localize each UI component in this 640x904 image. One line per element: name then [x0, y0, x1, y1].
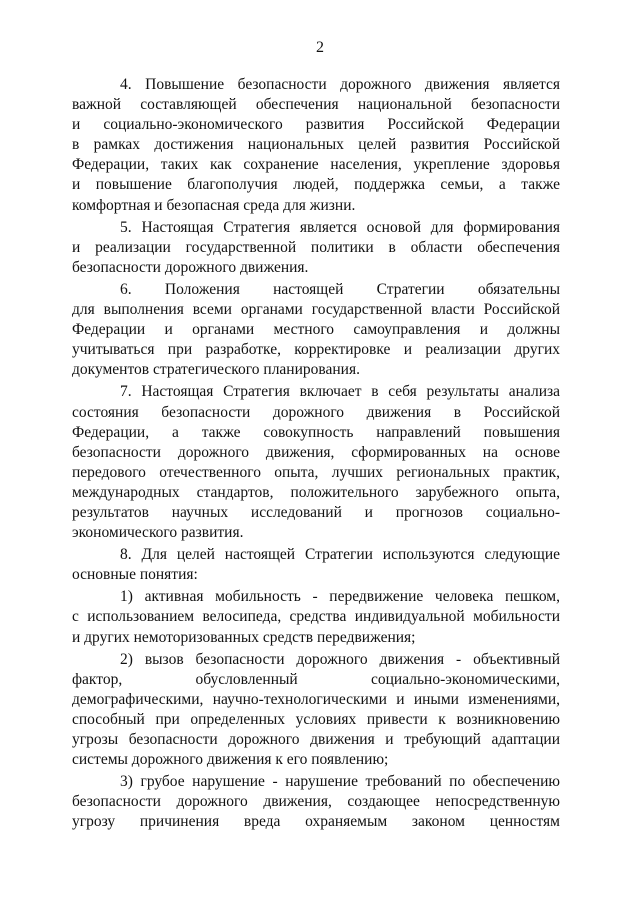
paragraph-line: безопасности дорожного движения. — [72, 258, 309, 276]
paragraph-line: Федерации, таких как сохранение населения, укрепление здоровья — [72, 156, 560, 174]
paragraph-line: важной составляющей обеспечения национальной безопасности — [72, 96, 560, 114]
paragraph-line: 6. Положения настоящей Стратегии обязательны — [120, 280, 560, 298]
paragraph-line: состояния безопасности дорожного движения в Российской — [72, 403, 560, 421]
paragraph — [72, 75, 560, 216]
paragraph — [72, 280, 560, 380]
paragraph-line: фактор, обусловленный социально-экономическими, — [72, 670, 560, 688]
paragraph-line: для выполнения всеми органами государственной власти Российской — [72, 301, 560, 319]
paragraph-line: передового отечественного опыта, лучших региональных практик, — [72, 463, 560, 481]
paragraph — [72, 772, 560, 832]
document-body — [72, 75, 560, 834]
paragraph-line: 4. Повышение безопасности дорожного движения является — [120, 76, 560, 93]
paragraph-line: 5. Настоящая Стратегия является основой для формирования — [120, 218, 560, 236]
page-number: 2 — [316, 39, 324, 56]
paragraph-line: экономического развития. — [72, 524, 244, 542]
paragraph-line: документов стратегического планирования. — [72, 361, 360, 379]
paragraph-line: и повышение благополучия людей, поддержка семьи, а также — [72, 176, 560, 194]
paragraph-line: с использованием велосипеда, средства индивидуальной мобильности — [72, 608, 560, 626]
paragraph-line: результатов научных исследований и прогнозов социально- — [72, 503, 560, 521]
paragraph-line: угрозы безопасности дорожного движения и требующий адаптации — [72, 731, 560, 748]
paragraph-line: системы дорожного движения к его появлению; — [72, 751, 389, 769]
paragraph-line: демографическими, научно-технологическими и иными изменениями, — [72, 690, 560, 708]
paragraph-line: угрозу причинения вреда охраняемым законом ценностям — [72, 813, 560, 831]
paragraph-line: и социально-экономического развития Российской Федерации — [72, 116, 560, 134]
paragraph-line: международных стандартов, положительного зарубежного опыта, — [72, 483, 560, 501]
paragraph-line: комфортная и безопасная среда для жизни. — [72, 196, 356, 214]
paragraph-line: Федерации и органами местного самоуправления и должны — [72, 321, 560, 339]
paragraph-line: основные понятия: — [72, 566, 198, 584]
paragraph-line: и других немоторизованных средств передвижения; — [72, 628, 416, 646]
paragraph — [72, 650, 560, 771]
paragraph — [72, 587, 560, 647]
paragraph — [72, 218, 560, 278]
paragraph-line: учитываться при разработке, корректировке и реализации других — [72, 341, 560, 359]
paragraph-line: Федерации, а также совокупность направлений повышения — [72, 423, 560, 441]
paragraph-line: 1) активная мобильность - передвижение человека пешком, — [120, 588, 560, 606]
paragraph — [72, 382, 560, 543]
paragraph-line: 3) грубое нарушение - нарушение требований по обеспечению — [120, 773, 560, 791]
paragraph-line: 7. Настоящая Стратегия включает в себя результаты анализа — [120, 383, 560, 401]
paragraph-line: способный при определенных условиях привести к возникновению — [72, 710, 560, 728]
paragraph-line: безопасности дорожного движения, создающее непосредственную — [72, 793, 560, 811]
paragraph-line: 8. Для целей настоящей Стратегии используются следующие — [120, 546, 560, 564]
paragraph — [72, 545, 560, 585]
paragraph-line: безопасности дорожного движения, сформированных на основе — [72, 443, 560, 461]
paragraph-line: 2) вызов безопасности дорожного движения - объективный — [120, 650, 560, 668]
paragraph-line: в рамках достижения национальных целей развития Российской — [72, 136, 560, 154]
paragraph-line: и реализации государственной политики в области обеспечения — [72, 238, 560, 256]
